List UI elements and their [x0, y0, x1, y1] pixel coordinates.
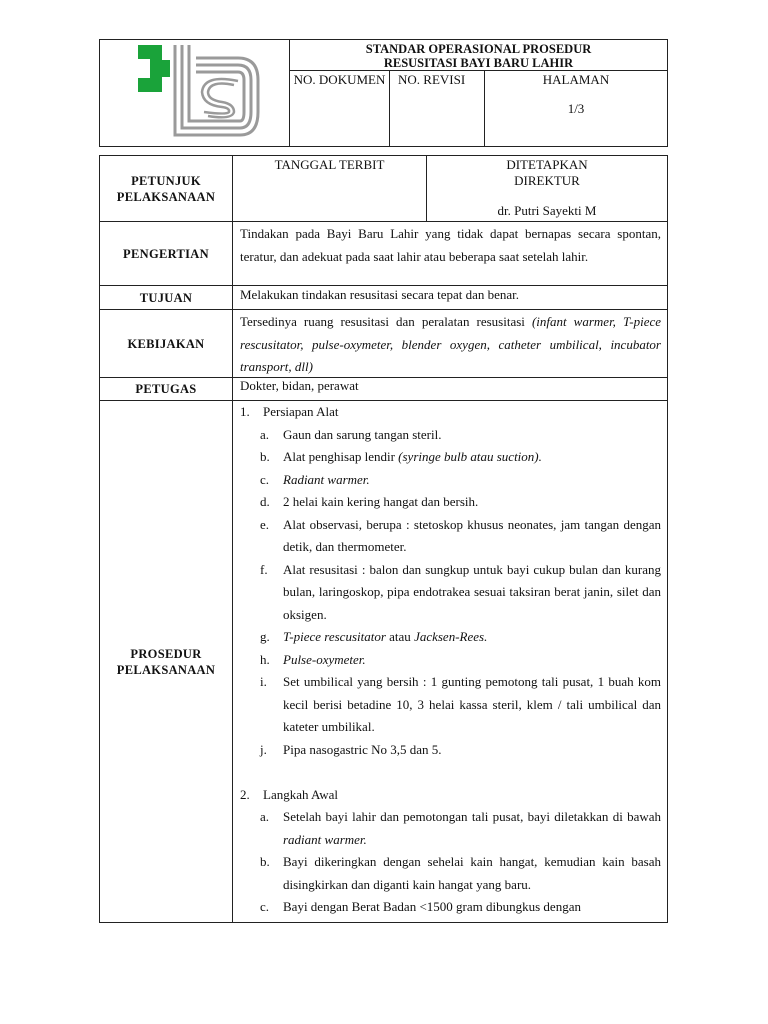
no-dokumen-cell: [290, 71, 390, 146]
no-revisi-cell: [390, 71, 485, 146]
no-revisi-label: NO. REVISI: [398, 72, 466, 87]
prosedur-content: [233, 401, 667, 922]
halaman-cell: [485, 71, 667, 146]
row-tujuan: [100, 286, 667, 310]
halaman-value: 1/3: [567, 101, 585, 116]
row-pengertian: [100, 222, 667, 286]
step-2-title: Langkah Awal: [263, 786, 338, 802]
step-1-title: Persiapan Alat: [263, 404, 339, 419]
item-text: 2 helai kain kering hangat dan bersih.: [283, 494, 479, 509]
kebijakan-text: [233, 310, 667, 377]
list-item: c. Bayi dengan Berat Badan <1500 gram dibungkus dengan: [260, 899, 581, 914]
halaman-label: HALAMAN: [542, 72, 610, 87]
item-text: Bayi dikeringkan dengan sehelai kain hangat, kemudian kain basah disingkirkan dan diganti kain hangat yang baru.: [283, 854, 661, 892]
row-prosedur: [100, 401, 667, 922]
item-text-italic: Pulse-oxymeter.: [283, 651, 366, 667]
list-item: b. Bayi dikeringkan dengan sehelai kain hangat, kemudian kain basah disingkirkan dan diganti kain hangat yang baru.: [260, 854, 661, 892]
item-text: Set umbilical yang bersih : 1 gunting pemotong tali pusat, 1 buah kom kecil berisi betadine 10, 3 helai kassa steril, klem / tali umbilical dan kateter umbilikal.: [283, 674, 661, 734]
item-text: Gaun dan sarung tangan steril.: [283, 426, 442, 442]
item-text: Alat observasi, berupa : stetoskop khusus neonates, jam tangan dengan detik, dan thermometer.: [283, 516, 661, 554]
item-text: Bayi dengan Berat Badan <1500 gram dibungkus dengan: [283, 899, 581, 914]
kebijakan-label: KEBIJAKAN: [100, 310, 233, 377]
tanggal-terbit-label: TANGGAL TERBIT: [274, 157, 385, 172]
pengertian-label: PENGERTIAN: [100, 222, 233, 285]
step-1-number: 1.: [240, 404, 250, 419]
row-kebijakan: [100, 310, 667, 378]
tanggal-terbit-cell: [233, 156, 427, 221]
tujuan-text: Melakukan tindakan resusitasi secara tepat dan benar.: [240, 287, 520, 302]
list-item: f. Alat resusitasi : balon dan sungkup untuk bayi cukup bulan dan kurang bulan, laringoskop, pipa endotrakea sesuai taksiran berat janin, silet dan oksigen.: [260, 561, 661, 622]
direktur-label: DIREKTUR: [514, 172, 580, 188]
ditetapkan-cell: [427, 156, 667, 221]
item-text-italic: Radiant warmer.: [283, 471, 370, 487]
item-text-italic: Jacksen-Rees.: [414, 629, 488, 644]
petunjuk-label: PETUNJUK PELAKSANAAN: [100, 156, 233, 221]
kebijakan-text-italic: (infant warmer, T-piece rescusitator, pulse-oxymeter, blender oxygen, catheter umbilical, incubator transport, dll): [240, 314, 662, 374]
list-item: b. Alat penghisap lendir (syringe bulb atau suction).: [260, 449, 542, 464]
item-text: atau: [385, 629, 415, 644]
item-text-italic: (syringe bulb atau suction).: [398, 449, 542, 464]
hospital-logo-icon: [100, 40, 290, 146]
header-table: [99, 39, 668, 147]
document-title: [290, 40, 667, 71]
list-item: e. Alat observasi, berupa : stetoskop khusus neonates, jam tangan dengan detik, dan thermometer.: [260, 516, 661, 554]
list-item: a. Gaun dan sarung tangan steril.: [260, 426, 442, 442]
director-name: dr. Putri Sayekti M: [497, 203, 597, 218]
sop-table: [99, 155, 668, 923]
item-text-italic: radiant warmer.: [283, 831, 367, 847]
petugas-text: Dokter, bidan, perawat: [240, 378, 359, 393]
item-text-italic: T-piece rescusitator: [283, 629, 386, 644]
prosedur-label: PROSEDUR PELAKSANAAN: [100, 401, 233, 922]
petugas-label: PETUGAS: [100, 378, 233, 400]
list-item: c. Radiant warmer.: [260, 471, 370, 487]
logo-cell: [100, 40, 290, 146]
item-text: Setelah bayi lahir dan pemotongan tali pusat, bayi diletakkan di bawah: [283, 809, 661, 824]
step-2: [240, 784, 661, 807]
list-item: a. Setelah bayi lahir dan pemotongan tali pusat, bayi diletakkan di bawah radiant warmer.: [260, 809, 661, 847]
list-item: h. Pulse-oxymeter.: [260, 651, 366, 667]
row-petunjuk: [100, 156, 667, 222]
no-dokumen-label: NO. DOKUMEN: [293, 72, 386, 87]
item-text: Alat penghisap lendir: [283, 449, 399, 464]
list-item: d. 2 helai kain kering hangat dan bersih.: [260, 494, 479, 509]
kebijakan-text-plain: Tersedinya ruang resusitasi dan peralatan resusitasi: [240, 314, 532, 329]
ditetapkan-label: DITETAPKAN: [506, 157, 588, 172]
step-1: [240, 401, 661, 424]
title-line-1: STANDAR OPERASIONAL PROSEDUR: [365, 42, 592, 56]
item-text: Pipa nasogastric No 3,5 dan 5.: [283, 741, 442, 757]
row-petugas: [100, 378, 667, 401]
title-line-2: RESUSITASI BAYI BARU LAHIR: [383, 56, 574, 70]
list-item: i. Set umbilical yang bersih : 1 gunting pemotong tali pusat, 1 buah kom kecil berisi betadine 10, 3 helai kassa steril, klem / tali umbilical dan kateter umbilikal.: [260, 674, 661, 734]
pengertian-text: Tindakan pada Bayi Baru Lahir yang tidak dapat bernapas secara spontan, teratur, dan adekuat pada saat lahir atau beberapa saat setelah lahir.: [240, 226, 661, 264]
list-item: g. T-piece rescusitator atau Jacksen-Rees.: [260, 629, 488, 644]
item-text: Alat resusitasi : balon dan sungkup untuk bayi cukup bulan dan kurang bulan, laringoskop, pipa endotrakea sesuai taksiran berat janin, silet dan oksigen.: [283, 561, 661, 622]
step-2-number: 2.: [240, 786, 250, 802]
list-item: j. Pipa nasogastric No 3,5 dan 5.: [260, 741, 442, 757]
tujuan-label: TUJUAN: [100, 286, 233, 309]
